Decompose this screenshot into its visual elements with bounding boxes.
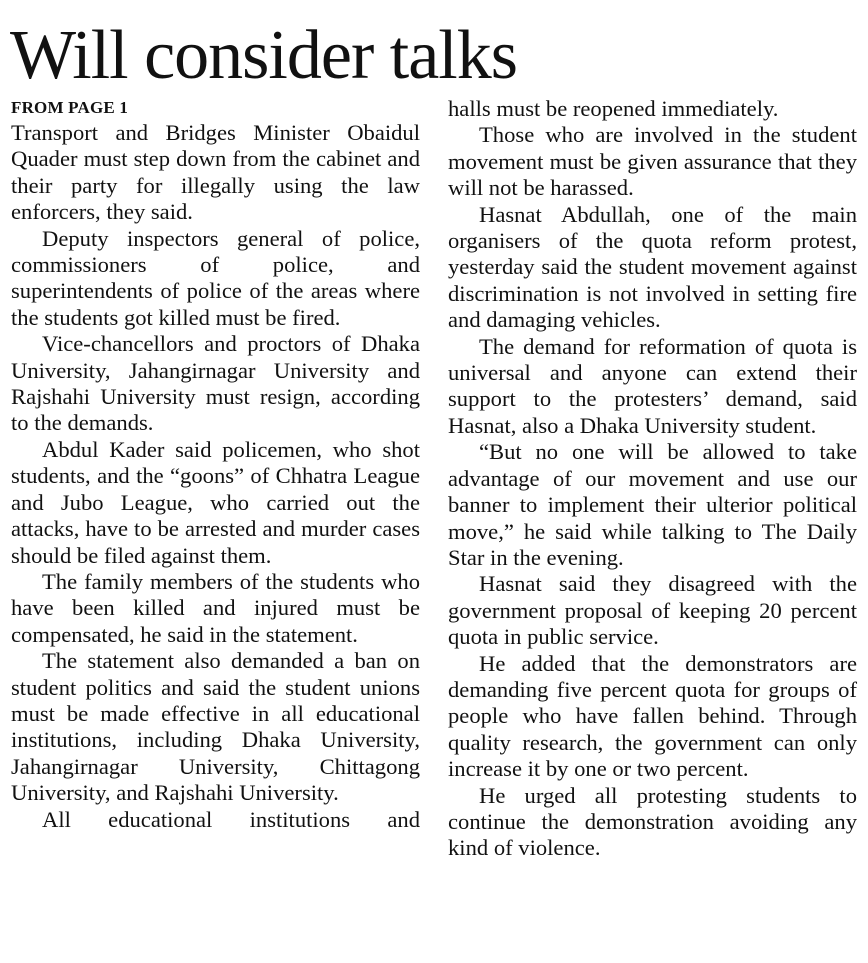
page-jump-label: FROM PAGE 1	[11, 98, 129, 117]
paragraph: He added that the demonstrators are demanding five percent quota for groups of people who have fallen behind. Through quality research, the government can only increase it by one or two percent.	[448, 650, 857, 782]
paragraph: Hasnat said they disagreed with the government proposal of keeping 20 percent quota in public service.	[448, 571, 857, 650]
paragraph: The family members of the students who have been killed and injured must be compensated, he said in the statement.	[11, 568, 420, 647]
paragraph: He urged all protesting students to continue the demonstration avoiding any kind of violence.	[448, 782, 857, 861]
paragraph: halls must be reopened immediately.	[448, 96, 779, 121]
paragraph: Hasnat Abdullah, one of the main organisers of the quota reform protest, yesterday said the student movement against discrimination is not involved in setting fire and damaging vehicles.	[448, 201, 857, 333]
paragraph: “But no one will be allowed to take advantage of our movement and use our banner to implement their ulterior political move,” he said while talking to The Daily Star in the evening.	[448, 439, 857, 570]
paragraph: Vice-chancellors and proctors of Dhaka University, Jahangirnagar University and Rajshahi University must resign, according to the demands.	[11, 331, 420, 436]
paragraph: The statement also demanded a ban on student politics and said the student unions must be made effective in all educational institutions, including Dhaka University, Jahangirnagar University, Chittagong University, and Rajshahi University.	[11, 648, 420, 806]
paragraph: The demand for reformation of quota is universal and anyone can extend their support to the protesters’ demand, said Hasnat, also a Dhaka University student.	[448, 333, 857, 438]
paragraph: Transport and Bridges Minister Obaidul Quader must step down from the cabinet and their party for illegally using the law enforcers, they said.	[11, 120, 420, 225]
paragraph: All educational institutions and	[42, 806, 420, 832]
paragraph: Abdul Kader said policemen, who shot students, and the “goons” of Chhatra League and Jubo League, who carried out the attacks, have to be arrested and murder cases should be filed against them.	[11, 436, 420, 568]
paragraph: Those who are involved in the student movement must be given assurance that they will not be harassed.	[448, 122, 857, 201]
paragraph: Deputy inspectors general of police, commissioners of police, and superintendents of police of the areas where the students got killed must be fired.	[11, 225, 420, 330]
article-column-right	[448, 96, 857, 862]
article-column-left	[11, 96, 420, 833]
headline: Will consider talks	[10, 17, 517, 94]
